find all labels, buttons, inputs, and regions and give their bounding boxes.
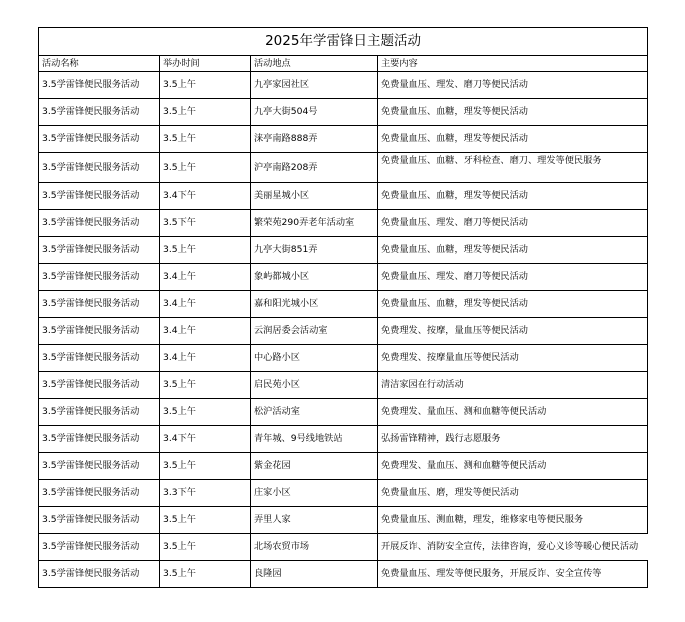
activity-name-cell: 3.5学雷锋便民服务活动 xyxy=(39,453,160,480)
time-cell: 3.4下午 xyxy=(160,183,251,210)
activity-table xyxy=(38,27,648,588)
content-text: 免费量血压、血糖，理发等便民活动 xyxy=(381,133,528,145)
content-cell xyxy=(378,426,648,453)
table-row xyxy=(39,507,648,534)
header-time: 举办时间 xyxy=(160,56,251,72)
content-cell xyxy=(378,72,648,99)
location-cell: 北场农贸市场 xyxy=(251,534,378,561)
location-cell: 紫金花园 xyxy=(251,453,378,480)
time-cell: 3.5上午 xyxy=(160,399,251,426)
table-row xyxy=(39,99,648,126)
location-cell: 九亭大街504号 xyxy=(251,99,378,126)
location-cell: 繁荣苑290弄老年活动室 xyxy=(251,210,378,237)
content-text: 免费量血压、血糖，理发等便民活动 xyxy=(381,244,528,256)
location-cell: 九亭家园社区 xyxy=(251,72,378,99)
content-cell xyxy=(378,534,648,561)
location-cell: 象屿都城小区 xyxy=(251,264,378,291)
time-cell: 3.5上午 xyxy=(160,72,251,99)
table-row xyxy=(39,399,648,426)
table-row xyxy=(39,480,648,507)
content-text: 免费量血压、理发、磨刀等便民活动 xyxy=(381,271,528,283)
content-text: 免费理发、按摩量血压等便民活动 xyxy=(381,352,519,364)
activity-name-cell: 3.5学雷锋便民服务活动 xyxy=(39,480,160,507)
activity-name-cell: 3.5学雷锋便民服务活动 xyxy=(39,237,160,264)
table-row xyxy=(39,561,648,588)
location-cell: 良隆园 xyxy=(251,561,378,588)
activity-name-cell: 3.5学雷锋便民服务活动 xyxy=(39,291,160,318)
location-cell: 青年城、9号线地铁站 xyxy=(251,426,378,453)
content-text: 弘扬雷锋精神，践行志愿服务 xyxy=(381,433,501,445)
time-cell: 3.4上午 xyxy=(160,318,251,345)
time-cell: 3.4上午 xyxy=(160,291,251,318)
content-text: 免费量血压、磨，理发等便民活动 xyxy=(381,487,519,499)
table-title: 2025年学雷锋日主题活动 xyxy=(39,28,648,56)
title-row xyxy=(39,28,648,56)
activity-name-cell: 3.5学雷锋便民服务活动 xyxy=(39,399,160,426)
location-cell: 涞亭南路888弄 xyxy=(251,126,378,153)
table-row xyxy=(39,534,648,561)
table-row xyxy=(39,72,648,99)
table-row xyxy=(39,345,648,372)
table-row xyxy=(39,183,648,210)
table-row xyxy=(39,210,648,237)
time-cell: 3.5上午 xyxy=(160,507,251,534)
location-cell: 嘉和阳光城小区 xyxy=(251,291,378,318)
activity-name-cell: 3.5学雷锋便民服务活动 xyxy=(39,210,160,237)
header-content: 主要内容 xyxy=(378,56,648,72)
content-text: 免费量血压、血糖，理发等便民活动 xyxy=(381,106,528,118)
content-text: 免费理发、按摩，量血压等便民活动 xyxy=(381,325,528,337)
content-text: 免费理发、量血压、测和血糖等便民活动 xyxy=(381,460,547,472)
content-text: 免费量血压、血糖，理发等便民活动 xyxy=(381,298,528,310)
content-cell xyxy=(378,210,648,237)
location-cell: 沪亭南路208弄 xyxy=(251,153,378,183)
time-cell: 3.5下午 xyxy=(160,210,251,237)
activity-name-cell: 3.5学雷锋便民服务活动 xyxy=(39,534,160,561)
location-cell: 云润居委会活动室 xyxy=(251,318,378,345)
activity-name-cell: 3.5学雷锋便民服务活动 xyxy=(39,507,160,534)
content-cell xyxy=(378,345,648,372)
header-activity-name: 活动名称 xyxy=(39,56,160,72)
content-cell xyxy=(378,99,648,126)
time-cell: 3.5上午 xyxy=(160,534,251,561)
time-cell: 3.5上午 xyxy=(160,237,251,264)
time-cell: 3.5上午 xyxy=(160,126,251,153)
time-cell: 3.5上午 xyxy=(160,153,251,183)
location-cell: 九亭大街851弄 xyxy=(251,237,378,264)
table-row xyxy=(39,126,648,153)
location-cell: 美丽星城小区 xyxy=(251,183,378,210)
activity-name-cell: 3.5学雷锋便民服务活动 xyxy=(39,345,160,372)
content-text: 开展反诈、消防安全宣传，法律咨询，爱心义诊等暖心便民活动 xyxy=(381,541,639,553)
table-row xyxy=(39,291,648,318)
activity-name-cell: 3.5学雷锋便民服务活动 xyxy=(39,72,160,99)
time-cell: 3.5上午 xyxy=(160,561,251,588)
time-cell: 3.4下午 xyxy=(160,426,251,453)
table-row xyxy=(39,237,648,264)
content-text: 免费理发、量血压、测和血糖等便民活动 xyxy=(381,406,547,418)
time-cell: 3.4上午 xyxy=(160,345,251,372)
table-row xyxy=(39,453,648,480)
time-cell: 3.4上午 xyxy=(160,264,251,291)
activity-name-cell: 3.5学雷锋便民服务活动 xyxy=(39,372,160,399)
table-row xyxy=(39,153,648,183)
content-cell xyxy=(378,126,648,153)
content-text: 免费量血压、理发、磨刀等便民活动 xyxy=(381,217,528,229)
content-text: 清洁家园在行动活动 xyxy=(381,379,464,391)
content-text: 免费量血压、测血糖，理发，维修家电等便民服务 xyxy=(381,514,584,526)
content-text: 免费量血压、血糖，理发等便民活动 xyxy=(381,190,528,202)
activity-name-cell: 3.5学雷锋便民服务活动 xyxy=(39,99,160,126)
header-row xyxy=(39,56,648,72)
time-cell: 3.5上午 xyxy=(160,372,251,399)
content-cell xyxy=(378,561,648,588)
time-cell: 3.3下午 xyxy=(160,480,251,507)
location-cell: 中心路小区 xyxy=(251,345,378,372)
content-text: 免费量血压、理发、磨刀等便民活动 xyxy=(381,79,528,91)
activity-name-cell: 3.5学雷锋便民服务活动 xyxy=(39,264,160,291)
activity-name-cell: 3.5学雷锋便民服务活动 xyxy=(39,183,160,210)
content-cell xyxy=(378,183,648,210)
activity-name-cell: 3.5学雷锋便民服务活动 xyxy=(39,126,160,153)
content-cell xyxy=(378,237,648,264)
table-row xyxy=(39,426,648,453)
content-cell xyxy=(378,480,648,507)
content-cell xyxy=(378,399,648,426)
content-cell xyxy=(378,453,648,480)
time-cell: 3.5上午 xyxy=(160,99,251,126)
location-cell: 启民苑小区 xyxy=(251,372,378,399)
time-cell: 3.5上午 xyxy=(160,453,251,480)
location-cell: 庄家小区 xyxy=(251,480,378,507)
location-cell: 弄里人家 xyxy=(251,507,378,534)
activity-name-cell: 3.5学雷锋便民服务活动 xyxy=(39,318,160,345)
content-cell xyxy=(378,291,648,318)
table-row xyxy=(39,264,648,291)
table-row xyxy=(39,372,648,399)
content-cell xyxy=(378,318,648,345)
content-cell xyxy=(378,264,648,291)
activity-name-cell: 3.5学雷锋便民服务活动 xyxy=(39,561,160,588)
content-text: 免费量血压、血糖、牙科检查、磨刀、理发等便民服务 xyxy=(381,155,602,166)
activity-name-cell: 3.5学雷锋便民服务活动 xyxy=(39,153,160,183)
header-location: 活动地点 xyxy=(251,56,378,72)
content-cell xyxy=(378,372,648,399)
content-cell xyxy=(378,153,648,183)
activity-name-cell: 3.5学雷锋便民服务活动 xyxy=(39,426,160,453)
content-text: 免费量血压、理发等便民服务，开展反诈、安全宣传等 xyxy=(381,568,602,580)
location-cell: 松沪活动室 xyxy=(251,399,378,426)
content-cell xyxy=(378,507,648,534)
table-row xyxy=(39,318,648,345)
